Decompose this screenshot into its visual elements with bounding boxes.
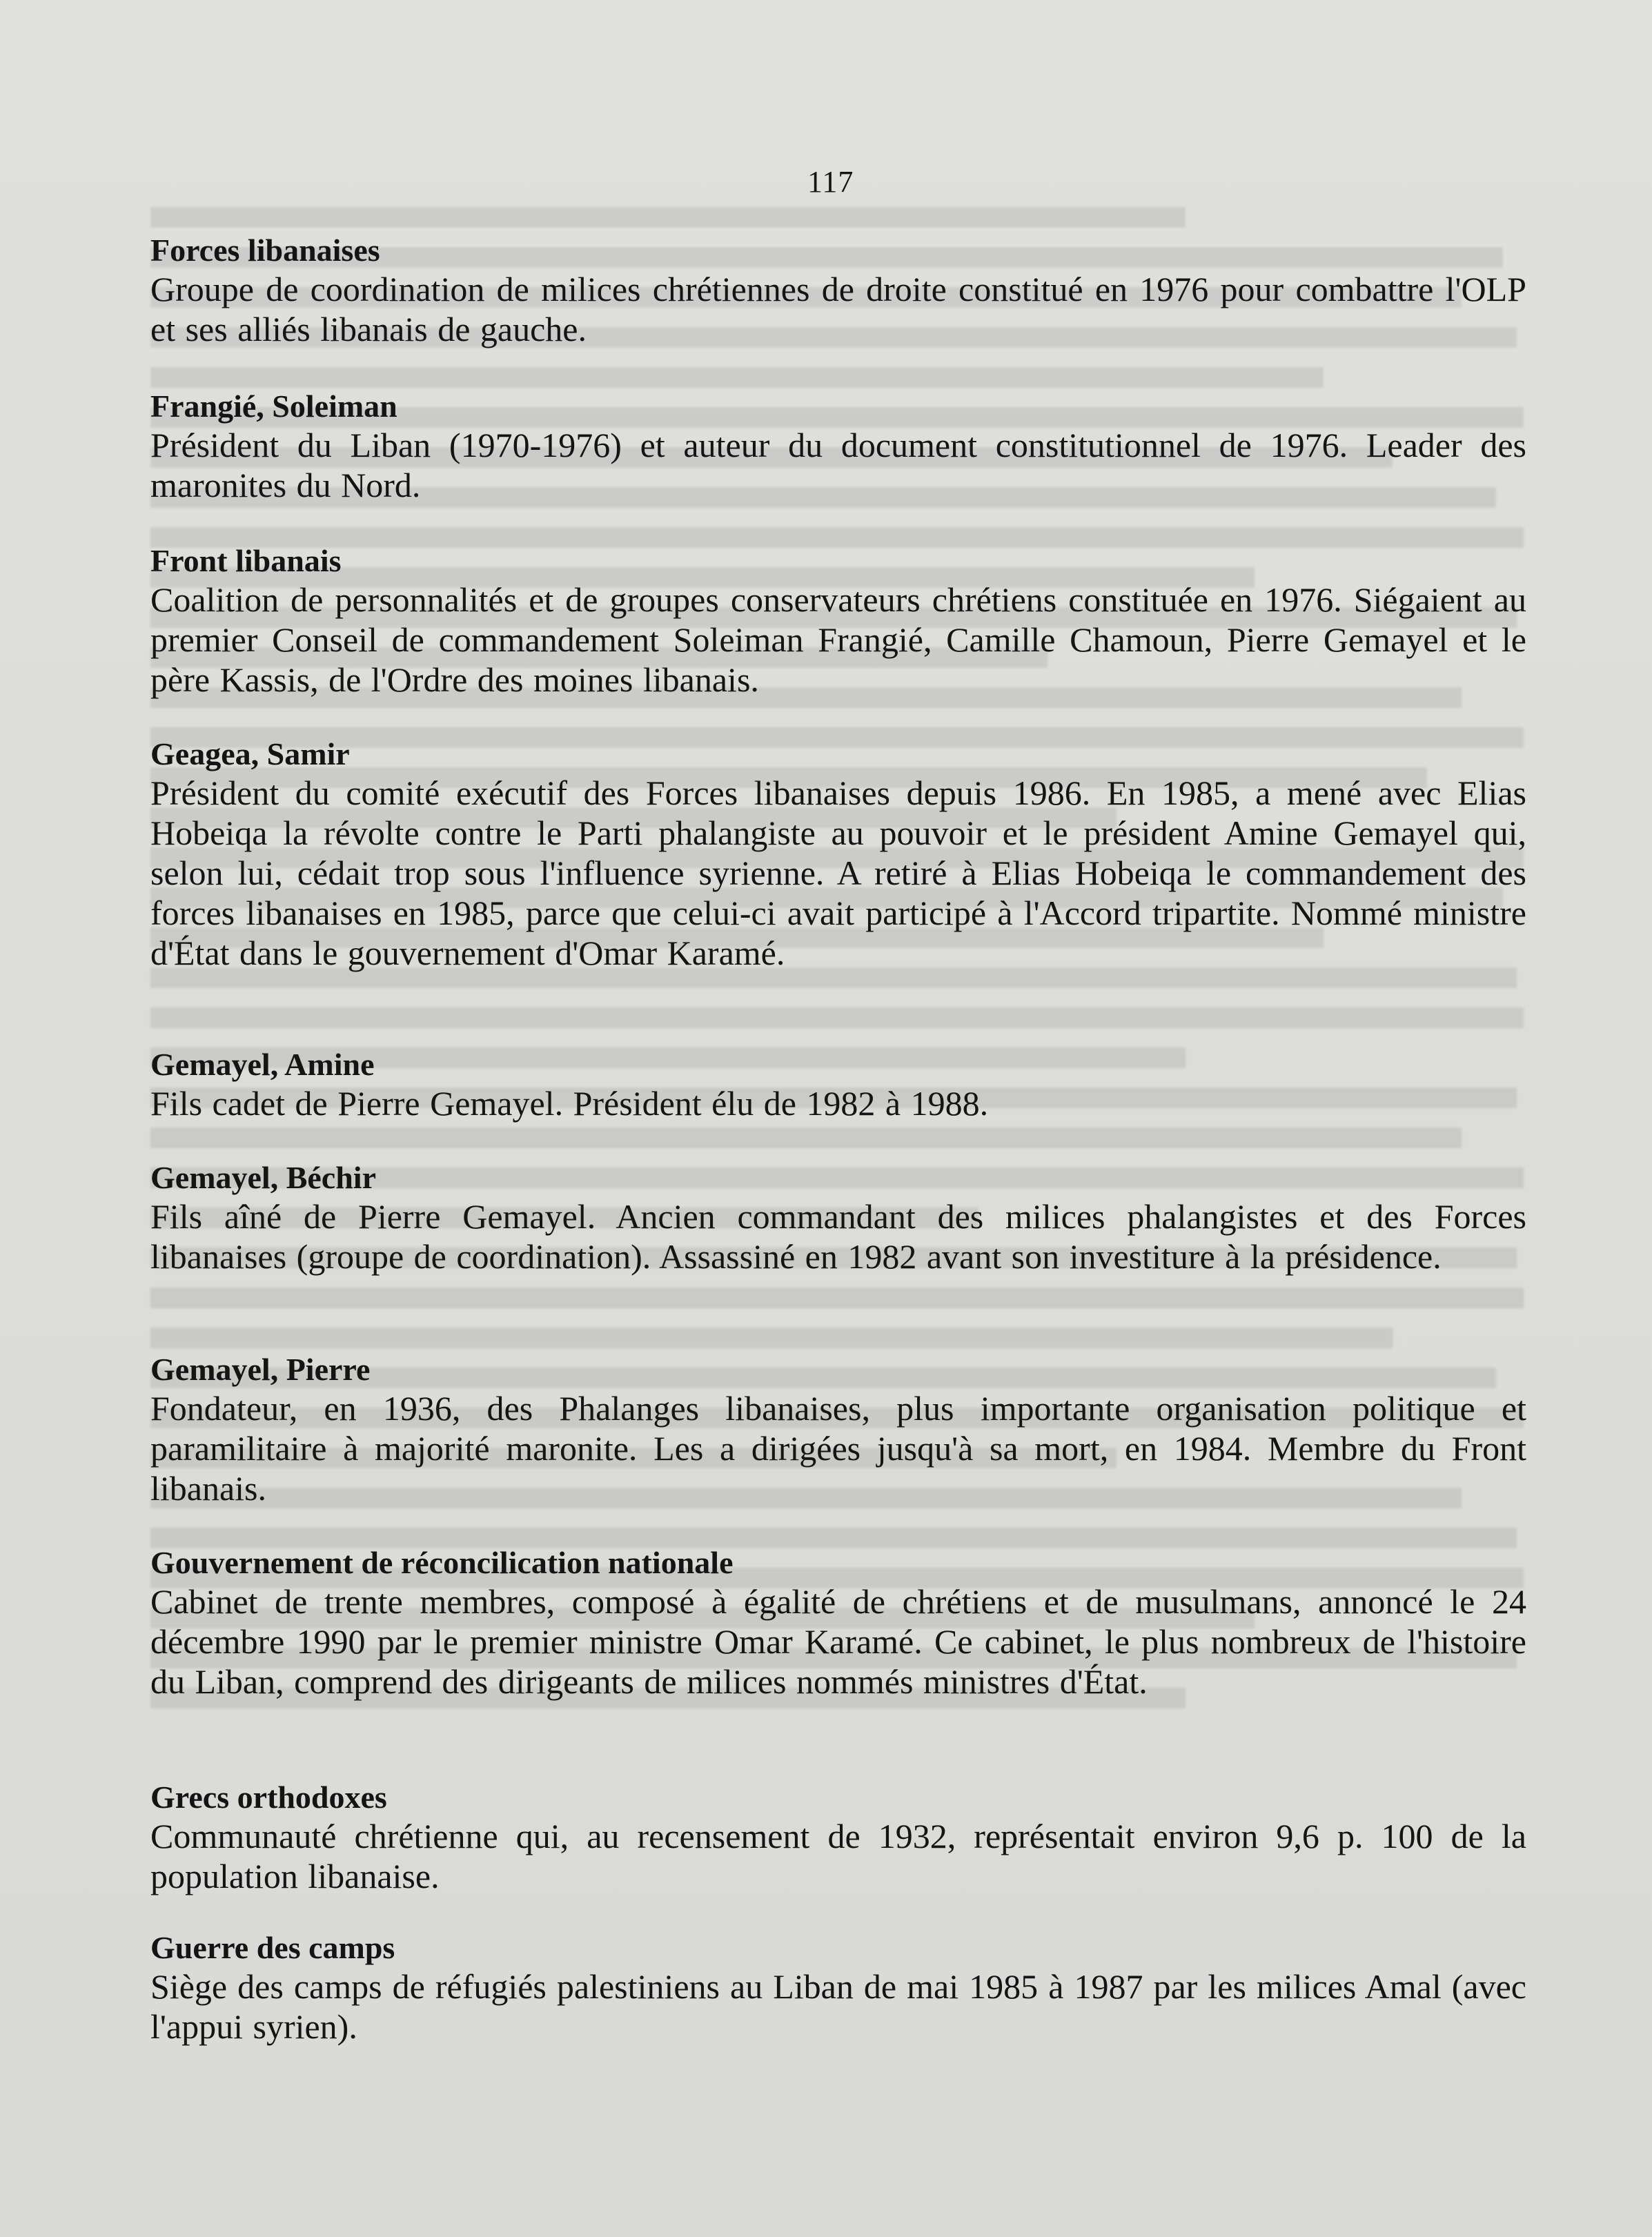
entry-definition: Président du comité exécutif des Forces libanaises depuis 1986. En 1985, a mené avec Elias Hobeiqa la révolte contre le Parti phalangiste au pouvoir et le président Amine Gemayel qui, selon lui, cédait trop sous l'influence syrienne. A retiré à Elias Hobeiqa le commandement des forces libanaises en 1985, parce que celui-ci avait participé à l'Accord tripartite. Nommé ministre d'État dans le gouvernement d'Omar Karamé. bbox=[150, 773, 1526, 972]
entry-term: Geagea, Samir bbox=[150, 736, 350, 771]
entry-definition: Fils cadet de Pierre Gemayel. Président élu de 1982 à 1988. bbox=[150, 1084, 989, 1123]
entry-definition: Communauté chrétienne qui, au recensement de 1932, représentait environ 9,6 p. 100 de la population libanaise. bbox=[150, 1817, 1526, 1895]
entry-definition: Fondateur, en 1936, des Phalanges libanaises, plus importante organisation politique et paramilitaire à majorité maronite. Les a dirigées jusqu'à sa mort, en 1984. Membre du Front libanais. bbox=[150, 1389, 1526, 1508]
glossary-entry-guerre-des-camps bbox=[150, 1929, 1526, 2047]
entry-term: Frangié, Soleiman bbox=[150, 388, 397, 424]
page-number: 117 bbox=[807, 165, 854, 199]
glossary-entry-gemayel-bechir bbox=[150, 1159, 1526, 1277]
entry-definition: Cabinet de trente membres, composé à égalité de chrétiens et de musulmans, annoncé le 24 décembre 1990 par le premier ministre Omar Karamé. Ce cabinet, le plus nombreux de l'histoire du Liban, comprend des dirigeants de milices nommés ministres d'État. bbox=[150, 1582, 1526, 1701]
glossary-entry-forces-libanaises bbox=[150, 232, 1526, 349]
glossary-entry-gemayel-pierre bbox=[150, 1351, 1526, 1508]
entry-term: Grecs orthodoxes bbox=[150, 1780, 387, 1815]
glossary-entry-front-libanais bbox=[150, 542, 1526, 700]
entry-term: Gouvernement de réconcilication nationale bbox=[150, 1545, 734, 1580]
entry-definition: Président du Liban (1970-1976) et auteur du document constitutionnel de 1976. Leader des maronites du Nord. bbox=[150, 426, 1526, 504]
glossary-entry-geagea-samir bbox=[150, 736, 1526, 973]
entry-definition: Coalition de personnalités et de groupes conservateurs chrétiens constituée en 1976. Siégaient au premier Conseil de commandement Soleiman Frangié, Camille Chamoun, Pierre Gemayel et le père Kassis, de l'Ordre des moines libanais. bbox=[150, 580, 1526, 699]
entry-term: Front libanais bbox=[150, 543, 342, 578]
glossary-entry-grecs-orthodoxes bbox=[150, 1779, 1526, 1896]
entry-term: Forces libanaises bbox=[150, 233, 380, 268]
entry-term: Guerre des camps bbox=[150, 1930, 395, 1965]
entry-definition: Fils aîné de Pierre Gemayel. Ancien commandant des milices phalangistes et des Forces libanaises (groupe de coordination). Assassiné en 1982 avant son investiture à la présidence. bbox=[150, 1197, 1526, 1276]
entry-definition: Siège des camps de réfugiés palestiniens au Liban de mai 1985 à 1987 par les milices Amal (avec l'appui syrien). bbox=[150, 1967, 1526, 2046]
glossary-entry-frangie-soleiman bbox=[150, 388, 1526, 505]
entry-term: Gemayel, Béchir bbox=[150, 1160, 377, 1195]
entry-term: Gemayel, Amine bbox=[150, 1047, 375, 1082]
entry-definition: Groupe de coordination de milices chrétiennes de droite constitué en 1976 pour combattre l'OLP et ses alliés libanais de gauche. bbox=[150, 270, 1526, 348]
entry-term: Gemayel, Pierre bbox=[150, 1352, 371, 1387]
glossary-entry-gouvernement-reconciliation bbox=[150, 1544, 1526, 1702]
glossary-entry-gemayel-amine bbox=[150, 1046, 1526, 1123]
